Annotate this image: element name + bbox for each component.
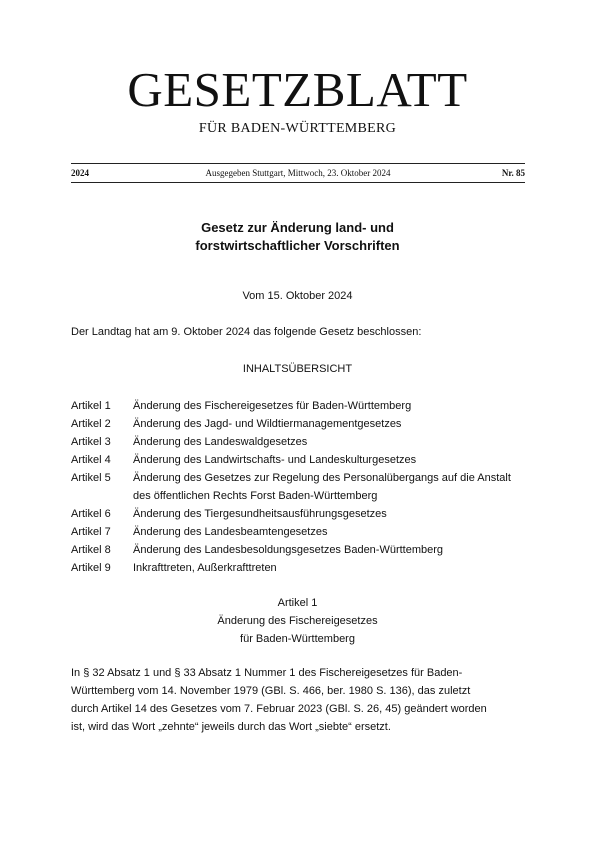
toc-item (71, 523, 525, 541)
toc-heading: INHALTSÜBERSICHT (242, 363, 353, 375)
toc-item-article: Artikel 1 (71, 400, 111, 412)
issue-place-date: Ausgegeben Stuttgart, Mittwoch, 23. Oktober 2024 (205, 168, 391, 178)
issue-year: 2024 (71, 168, 89, 178)
article-1-label: Artikel 1 (277, 597, 318, 609)
toc-item-article: Artikel 2 (71, 418, 111, 430)
law-title-line-1: Gesetz zur Änderung land- und (201, 220, 394, 235)
toc-item-text: Änderung des Landeswaldgesetzes (133, 436, 308, 448)
law-title-line-2: forstwirtschaftlicher Vorschriften (195, 238, 400, 253)
toc-item (71, 415, 525, 433)
table-of-contents (71, 397, 525, 577)
article-1-heading (0, 594, 595, 648)
toc-item-article: Artikel 6 (71, 508, 111, 520)
toc-item-article: Artikel 4 (71, 454, 111, 466)
toc-item (71, 433, 525, 451)
toc-item (71, 397, 525, 415)
law-title (0, 219, 595, 255)
article-1-body (71, 664, 527, 736)
article-1-title-line-2: für Baden-Württemberg (240, 633, 355, 645)
masthead-title: GESETZBLATT (127, 62, 468, 117)
article-1-title-line-1: Änderung des Fischereigesetzes (217, 615, 378, 627)
toc-item-text: Inkrafttreten, Außerkrafttreten (133, 562, 277, 574)
toc-item (71, 469, 525, 505)
issue-number: Nr. 85 (501, 168, 525, 178)
header-rule-bottom (71, 182, 525, 183)
toc-item-text: Änderung des Landesbeamtengesetzes (133, 526, 328, 538)
article-1-body-line: Württemberg vom 14. November 1979 (GBl. S. 466, ber. 1980 S. 136), das zuletzt (71, 685, 471, 697)
toc-item (71, 505, 525, 523)
toc-item-text: Änderung des Landesbesoldungsgesetzes Baden-Württemberg (133, 544, 444, 556)
toc-item-article: Artikel 9 (71, 562, 111, 574)
toc-item-article: Artikel 3 (71, 436, 111, 448)
toc-item-article: Artikel 5 (71, 472, 111, 484)
article-1-body-line: durch Artikel 14 des Gesetzes vom 7. Februar 2023 (GBl. S. 26, 45) geändert worden (71, 703, 487, 715)
toc-item (71, 559, 525, 577)
toc-item-text: Änderung des Gesetzes zur Regelung des Personalübergangs auf die Anstalt des öffentlichen Rechts Forst Baden-Württemberg (133, 472, 511, 502)
toc-item-text: Änderung des Fischereigesetzes für Baden-Württemberg (133, 400, 412, 412)
law-date: Vom 15. Oktober 2024 (242, 290, 353, 302)
toc-item (71, 451, 525, 469)
preamble: Der Landtag hat am 9. Oktober 2024 das folgende Gesetz beschlossen: (71, 326, 422, 338)
issue-info-row (71, 167, 525, 179)
toc-item (71, 541, 525, 559)
toc-item-text: Änderung des Landwirtschafts- und Landeskulturgesetzes (133, 454, 417, 466)
masthead-subtitle: FÜR BADEN-WÜRTTEMBERG (198, 121, 397, 136)
toc-item-text: Änderung des Jagd- und Wildtiermanagementgesetzes (133, 418, 402, 430)
article-1-body-line: In § 32 Absatz 1 und § 33 Absatz 1 Nummer 1 des Fischereigesetzes für Baden- (71, 667, 463, 679)
header-rule-top (71, 163, 525, 164)
toc-item-article: Artikel 8 (71, 544, 111, 556)
toc-item-article: Artikel 7 (71, 526, 111, 538)
toc-item-text: Änderung des Tiergesundheitsausführungsgesetzes (133, 508, 387, 520)
article-1-body-line: ist, wird das Wort „zehnte“ jeweils durch das Wort „siebte“ ersetzt. (71, 721, 391, 733)
